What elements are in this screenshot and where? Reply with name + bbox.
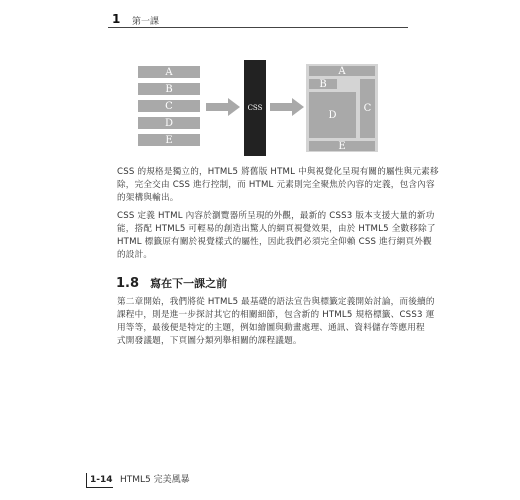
- left-box-b: B: [138, 83, 200, 95]
- right-box-d: D: [309, 92, 356, 138]
- right-box-c: C: [360, 79, 375, 138]
- css-layout-figure: [138, 60, 400, 156]
- text-line: HTML 標籤原有關於視覺樣式的屬性，因此我們必須完全仰賴 CSS 進行網頁外觀: [117, 237, 432, 247]
- right-box-e: E: [309, 141, 375, 151]
- right-box-b: B: [309, 79, 337, 89]
- page-number: 1-14: [86, 473, 113, 488]
- text-line: 式開發議題，下頁圖分類列舉相關的課程議題。: [117, 336, 302, 346]
- book-title: HTML5 完美風暴: [120, 475, 190, 485]
- paragraph: [117, 166, 439, 205]
- left-box-c: C: [138, 100, 200, 112]
- section-heading: [116, 272, 410, 290]
- text-line: CSS 定義 HTML 內容於瀏覽器所呈現的外觀，最新的 CSS3 版本支援大量的新功: [117, 211, 435, 221]
- text-line: 能，搭配 HTML5 可輕易的創造出驚人的網頁視覺效果，由於 HTML5 全數移除了: [117, 224, 436, 234]
- text-line: 第二章開始，我們將從 HTML5 最基礎的語法宣告與標籤定義開始討論，而後續的: [117, 297, 435, 307]
- running-header: [108, 10, 408, 32]
- paragraph: [117, 210, 436, 262]
- text-line: 課程中，則是進一步探討其它的相關細節，包含新的 HTML5 規格標籤、CSS3 運: [117, 310, 435, 320]
- text-line: CSS 的規格是獨立的，HTML5 將舊版 HTML 中與視覺化呈現有關的屬性與元素移: [117, 167, 439, 177]
- paragraph: [117, 296, 435, 348]
- section-title: 寫在下一課之前: [150, 277, 228, 290]
- text-line: 的設計。: [117, 250, 153, 260]
- text-line: 除，完全交由 CSS 進行控制，而 HTML 元素則完全聚焦於內容的定義，包含內容: [117, 180, 435, 190]
- arrow-right-icon: [270, 98, 304, 116]
- chapter-title: 第一課: [132, 17, 160, 27]
- left-box-a: A: [138, 66, 200, 78]
- header-rule: [108, 27, 408, 28]
- section-number: 1.8: [116, 276, 140, 291]
- page-footer: [86, 473, 286, 487]
- css-bar: CSS: [244, 60, 266, 156]
- arrow-right-icon: [206, 98, 240, 116]
- chapter-number: 1: [112, 12, 121, 26]
- text-line: 的架構與輸出。: [117, 193, 179, 203]
- left-box-e: E: [138, 134, 200, 146]
- left-box-d: D: [138, 117, 200, 129]
- right-box-a: A: [309, 66, 375, 76]
- text-line: 用等等，最後便是特定的主題，例如繪圖與動畫處理、通訊、資料儲存等應用程: [117, 323, 425, 333]
